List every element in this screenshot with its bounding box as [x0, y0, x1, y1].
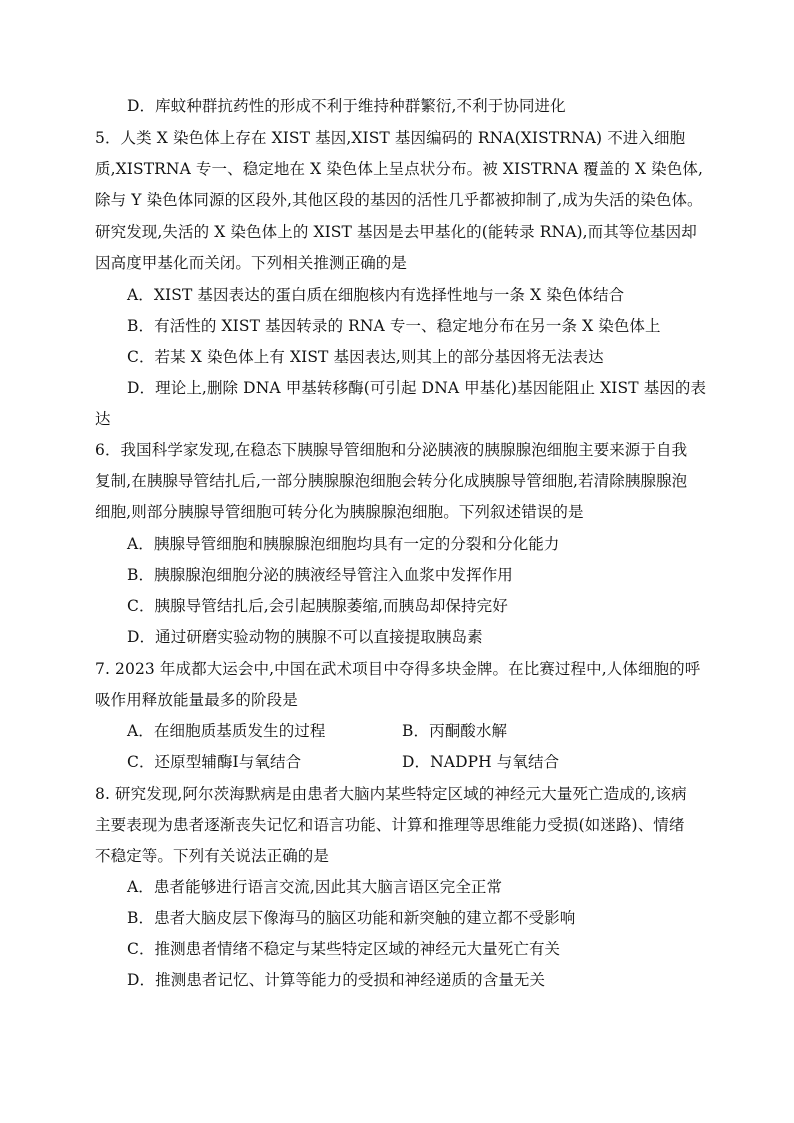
q5-stem-line-2: 质,XISTRNA 专一、稳定地在 X 染色体上呈点状分布。被 XISTRNA 覆盖的 X 染色体, — [95, 160, 703, 178]
q6-stem-line-3: 细胞,则部分胰腺导管细胞可转分化为胰腺腺泡细胞。下列叙述错误的是 — [95, 503, 584, 521]
q8-stem-line-3: 不稳定等。下列有关说法正确的是 — [95, 847, 330, 865]
q7-option-a: A．在细胞质基质发生的过程 — [127, 722, 326, 740]
q5-stem-line-1: 5．人类 X 染色体上存在 XIST 基因,XIST 基因编码的 RNA(XISTRNA) 不进入细胞 — [95, 129, 686, 147]
q6-option-d: D．通过研磨实验动物的胰腺不可以直接提取胰岛素 — [127, 628, 483, 646]
q7-option-b: B．丙酮酸水解 — [402, 722, 508, 740]
q8-option-a: A．患者能够进行语言交流,因此其大脑言语区完全正常 — [127, 878, 503, 896]
q8-option-c: C．推测患者情绪不稳定与某些特定区域的神经元大量死亡有关 — [127, 940, 561, 958]
q5-option-d-line-2: 达 — [95, 410, 111, 428]
q8-stem-line-2: 主要表现为患者逐渐丧失记忆和语言功能、计算和推理等思维能力受损(如迷路)、情绪 — [95, 816, 685, 834]
q7-stem-line-2: 吸作用释放能量最多的阶段是 — [95, 691, 298, 709]
q5-stem-line-3: 除与 Y 染色体同源的区段外,其他区段的基因的活性几乎都被抑制了,成为失活的染色体。 — [95, 191, 703, 209]
q6-option-c: C．胰腺导管结扎后,会引起胰腺萎缩,而胰岛却保持完好 — [127, 597, 508, 615]
q5-stem-line-4: 研究发现,失活的 X 染色体上的 XIST 基因是去甲基化的(能转录 RNA),而其等位基因却 — [95, 223, 697, 241]
q4-option-d: D．库蚊种群抗药性的形成不利于维持种群繁衍,不利于协同进化 — [127, 97, 566, 115]
q5-option-b: B．有活性的 XIST 基因转录的 RNA 专一、稳定地分布在另一条 X 染色体上 — [127, 317, 661, 335]
q8-option-d: D．推测患者记忆、计算等能力的受损和神经递质的含量无关 — [127, 971, 546, 989]
q5-option-d-line-1: D．理论上,删除 DNA 甲基转移酶(可引起 DNA 甲基化)基因能阻止 XIST 基因的表 — [127, 379, 707, 397]
q8-option-b: B．患者大脑皮层下像海马的脑区功能和新突触的建立都不受影响 — [127, 909, 576, 927]
q6-stem-line-2: 复制,在胰腺导管结扎后,一部分胰腺腺泡细胞会转分化成胰腺导管细胞,若清除胰腺腺泡 — [95, 472, 688, 490]
q6-option-a: A．胰腺导管细胞和胰腺腺泡细胞均具有一定的分裂和分化能力 — [127, 535, 560, 553]
q7-option-c: C．还原型辅酶Ⅰ与氧结合 — [127, 753, 302, 771]
q5-option-a: A．XIST 基因表达的蛋白质在细胞核内有选择性地与一条 X 染色体结合 — [127, 286, 625, 304]
q5-option-c: C．若某 X 染色体上有 XIST 基因表达,则其上的部分基因将无法表达 — [127, 348, 604, 366]
q7-option-d: D．NADPH 与氧结合 — [402, 753, 560, 771]
q8-stem-line-1: 8. 研究发现,阿尔茨海默病是由患者大脑内某些特定区域的神经元大量死亡造成的,该病 — [95, 785, 687, 803]
q6-option-b: B．胰腺腺泡细胞分泌的胰液经导管注入血浆中发挥作用 — [127, 566, 513, 584]
q7-stem-line-1: 7. 2023 年成都大运会中,中国在武术项目中夺得多块金牌。在比赛过程中,人体细胞的呼 — [95, 660, 701, 678]
q6-stem-line-1: 6．我国科学家发现,在稳态下胰腺导管细胞和分泌胰液的胰腺腺泡细胞主要来源于自我 — [95, 441, 688, 459]
q5-stem-line-5: 因高度甲基化而关闭。下列相关推测正确的是 — [95, 254, 408, 272]
